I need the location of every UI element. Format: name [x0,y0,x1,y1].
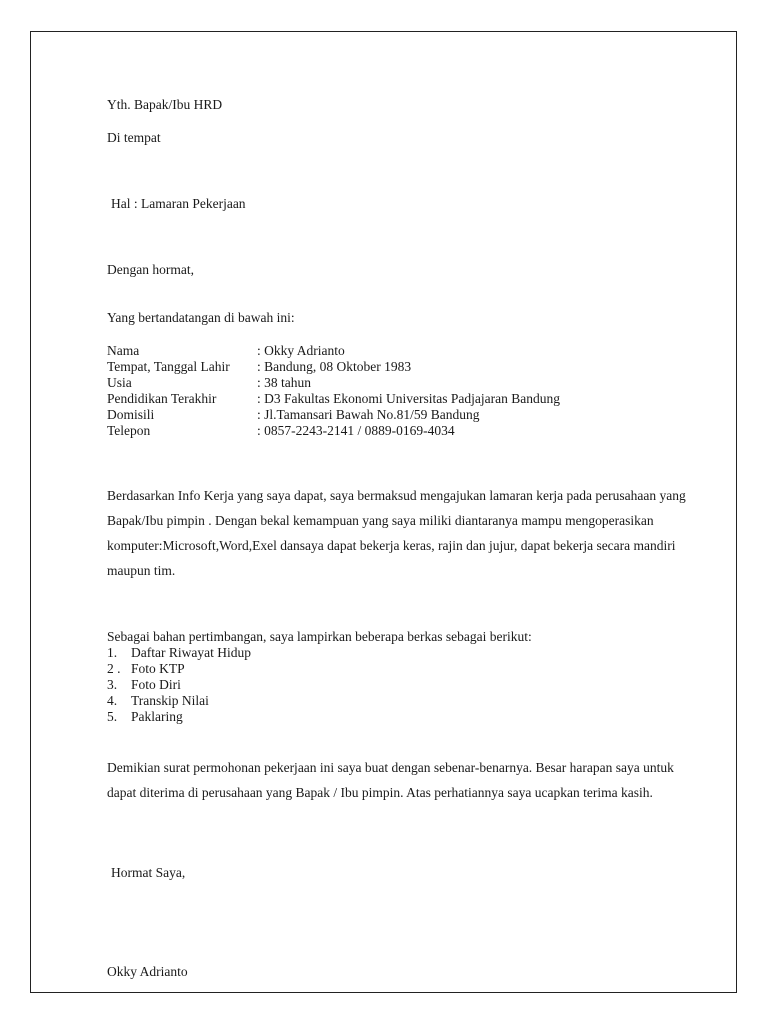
body-paragraph [107,488,707,588]
list-text: Daftar Riwayat Hidup [131,645,251,660]
identity-value: : 0857-2243-2141 / 0889-0169-4034 [257,423,455,438]
identity-value: : Jl.Tamansari Bawah No.81/59 Bandung [257,407,480,422]
sign-off: Hormat Saya, [111,865,186,880]
closing-line: dapat diterima di perusahaan yang Bapak / Ibu pimpin. Atas perhatiannya saya ucapkan terima kasih. [107,785,653,800]
signatory-name: Okky Adrianto [107,964,188,979]
list-number: 2 . [107,661,121,676]
list-text: Transkip Nilai [131,693,209,708]
list-text: Foto Diri [131,677,181,692]
closing-paragraph [107,760,674,810]
identity-label: Tempat, Tanggal Lahir [107,359,230,374]
recipient-line: Yth. Bapak/Ibu HRD [107,97,223,112]
body-line: Bapak/Ibu pimpin . Dengan bekal kemampuan yang saya miliki diantaranya mampu mengoperasikan [107,513,654,528]
greeting: Dengan hormat, [107,262,194,277]
body-line: maupun tim. [107,563,176,578]
recipient-location: Di tempat [107,130,161,145]
list-number: 5. [107,709,118,724]
identity-value: : D3 Fakultas Ekonomi Universitas Padjajaran Bandung [257,391,560,406]
identity-value: : Okky Adrianto [257,343,345,358]
intro-line: Yang bertandatangan di bawah ini: [107,310,295,325]
identity-label: Nama [107,343,140,358]
identity-label: Usia [107,375,132,390]
identity-label: Domisili [107,407,155,422]
list-number: 3. [107,677,118,692]
list-text: Paklaring [131,709,183,724]
identity-label: Pendidikan Terakhir [107,391,217,406]
body-line: Berdasarkan Info Kerja yang saya dapat, saya bermaksud mengajukan lamaran kerja pada perusahaan yang [107,488,686,503]
body-line: komputer:Microsoft,Word,Exel dansaya dapat bekerja keras, rajin dan jujur, dapat bekerja secara mandiri [107,538,676,553]
list-number: 1. [107,645,118,660]
closing-line: Demikian surat permohonan pekerjaan ini saya buat dengan sebenar-benarnya. Besar harapan saya untuk [107,760,674,775]
attachments-intro: Sebagai bahan pertimbangan, saya lampirkan beberapa berkas sebagai berikut: [107,629,532,644]
identity-value: : Bandung, 08 Oktober 1983 [257,359,412,374]
identity-value: : 38 tahun [257,375,311,390]
subject-line: Hal : Lamaran Pekerjaan [111,196,246,211]
list-text: Foto KTP [131,661,185,676]
list-number: 4. [107,693,118,708]
identity-label: Telepon [107,423,151,438]
